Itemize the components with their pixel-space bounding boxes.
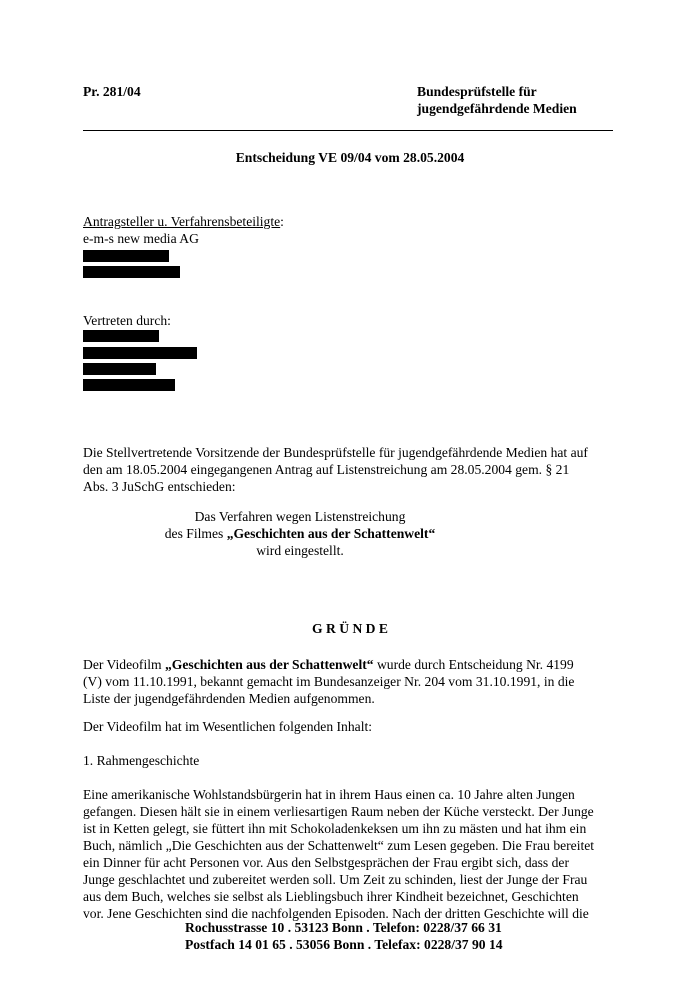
intro-line: Die Stellvertretende Vorsitzende der Bundesprüfstelle für jugendgefährdende Medien hat auf (83, 445, 588, 460)
ruling-line: wird eingestellt. (256, 543, 344, 558)
intro-line: den am 18.05.2004 eingegangenen Antrag auf Listenstreichung am 28.05.2004 gem. § 21 (83, 462, 570, 477)
applicant-name: e-m-s new media AG (83, 231, 199, 246)
intro-line: Abs. 3 JuSchG entschieden: (83, 479, 236, 494)
reasons-line: Liste der jugendgefährdenden Medien aufgenommen. (83, 691, 375, 706)
section-line: aus dem Buch, welches sie selbst als Lieblingsbuch ihrer Kindheit bezeichnet, Geschichten (83, 889, 579, 904)
represented-label: Vertreten durch: (83, 313, 171, 328)
applicant-label-text: Antragsteller u. Verfahrensbeteiligte (83, 214, 281, 229)
section-heading: 1. Rahmengeschichte (83, 753, 200, 768)
reasons-line: (V) vom 11.10.1991, bekannt gemacht im Bundesanzeiger Nr. 204 vom 31.10.1991, in die (83, 674, 575, 689)
film-title: „Geschichten aus der Schattenwelt“ (226, 526, 436, 541)
section-line: ein Dinner für acht Personen vor. Aus den Selbstgesprächen der Frau ergibt sich, dass der (83, 855, 569, 870)
reasons-rest: wurde durch Entscheidung Nr. 4199 (373, 657, 574, 672)
footer-address-line1: Rochusstrasse 10 . 53123 Bonn . Telefon: 0228/37 66 31 (185, 920, 502, 935)
footer-address-line2: Postfach 14 01 65 . 53056 Bonn . Telefax: 0228/37 90 14 (185, 937, 503, 952)
redaction-bar (83, 347, 197, 359)
ruling-prefix: des Filmes (164, 526, 227, 541)
applicant-label-colon: : (280, 214, 284, 229)
content-intro: Der Videofilm hat im Wesentlichen folgenden Inhalt: (83, 719, 373, 734)
section-line: Buch, nämlich „Die Geschichten aus der Schattenwelt“ zum Lesen gegeben. Die Frau bereitet (83, 838, 595, 853)
section-line: gefangen. Diesen hält sie in einem verliesartigen Raum neben der Küche versteckt. Der Junge (83, 804, 594, 819)
header-rule (83, 130, 613, 131)
reasons-prefix: Der Videofilm (83, 657, 165, 672)
redaction-bar (83, 363, 156, 375)
ruling-line: Das Verfahren wegen Listenstreichung (194, 509, 406, 524)
reasons-line (83, 656, 613, 673)
section-line: Eine amerikanische Wohlstandsbürgerin hat in ihrem Haus einen ca. 10 Jahre alten Jungen (83, 787, 575, 802)
redaction-bar (83, 330, 159, 342)
section-line: Junge geschlachtet und zubereitet werden soll. Um Zeit zu schinden, liest der Junge der Frau (83, 872, 588, 887)
section-line: ist in Ketten gelegt, sie füttert ihn mit Schokoladenkeksen um ihn zu mästen und hat ihm ein (83, 821, 587, 836)
section-line: vor. Jene Geschichten sind die nachfolgenden Episoden. Nach der dritten Geschichte will die (83, 906, 589, 921)
applicant-label (83, 214, 284, 230)
ruling-line (0, 525, 650, 542)
section-body (83, 786, 613, 922)
organization-name-line1: Bundesprüfstelle für (417, 84, 537, 99)
reasons-paragraph (83, 656, 613, 707)
reasons-heading: G R Ü N D E (312, 621, 388, 636)
reference-number: Pr. 281/04 (83, 84, 141, 99)
ruling-block (0, 508, 650, 559)
organization-name-line2: jugendgefährdende Medien (417, 101, 577, 116)
decision-title: Entscheidung VE 09/04 vom 28.05.2004 (235, 150, 465, 165)
intro-paragraph (83, 444, 613, 495)
redaction-bar (83, 266, 180, 278)
redaction-bar (83, 250, 169, 262)
redaction-bar (83, 379, 175, 391)
film-title: „Geschichten aus der Schattenwelt“ (165, 657, 374, 672)
